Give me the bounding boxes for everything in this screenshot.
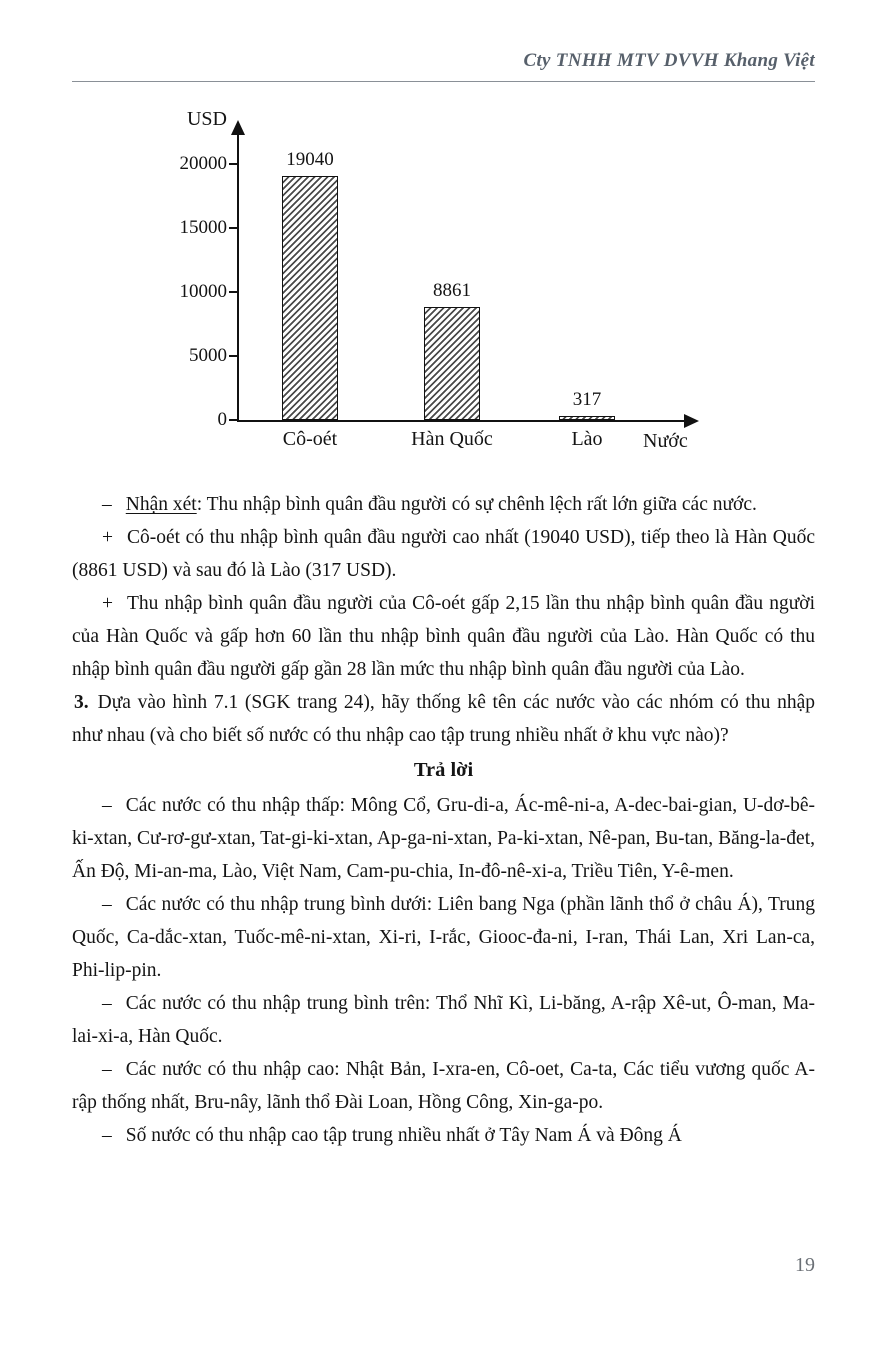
conclusion-paragraph <box>72 1119 815 1152</box>
high-income-text: Các nước có thu nhập cao: Nhật Bản, I-xra-en, Cô-oet, Ca-ta, Các tiểu vương quốc A-rập thống nhất, Bru-nây, lãnh thổ Đài Loan, Hồng Công, Xin-ga-po. <box>72 1059 815 1113</box>
y-tick-mark <box>229 419 237 421</box>
bar-3 <box>559 416 615 420</box>
x-axis-arrow-icon <box>684 414 699 428</box>
answer-heading: Trả lời <box>413 759 474 781</box>
conclusion-text: Số nước có thu nhập cao tập trung nhiều nhất ở Tây Nam Á và Đông Á <box>125 1125 682 1146</box>
question3-paragraph <box>72 686 815 752</box>
content <box>0 460 885 1152</box>
y-axis-arrow-icon <box>231 120 245 135</box>
remark-label: Nhận xét <box>125 494 197 515</box>
y-axis-line <box>237 134 239 422</box>
income-bar-chart <box>137 108 757 460</box>
remark-paragraph <box>72 488 815 521</box>
bar-2 <box>424 307 480 420</box>
y-tick-label: 15000 <box>179 217 227 238</box>
y-tick-mark <box>229 355 237 357</box>
list-marker: – <box>102 993 112 1014</box>
x-axis-line <box>237 420 689 422</box>
bar-1 <box>282 176 338 420</box>
list-marker: + <box>102 593 113 614</box>
bar-value-label: 19040 <box>286 149 334 171</box>
bar-value-label: 317 <box>572 388 602 410</box>
category-label: Lào <box>571 428 603 450</box>
question3-text: Dựa vào hình 7.1 (SGK trang 24), hãy thống kê tên các nước vào các nhóm có thu nhập như nhau (và cho biết số nước có thu nhập cao tập trung nhiều nhất ở khu vực nào)? <box>72 692 815 746</box>
category-label: Cô-oét <box>282 428 338 450</box>
point1-text: Cô-oét có thu nhập bình quân đầu người cao nhất (19040 USD), tiếp theo là Hàn Quốc (8861 USD) và sau đó là Lào (317 USD). <box>72 527 815 581</box>
upper-middle-income-text: Các nước có thu nhập trung bình trên: Thổ Nhĩ Kì, Li-băng, A-rập Xê-ut, Ô-man, Ma-lai-xi-a, Hàn Quốc. <box>72 993 815 1047</box>
y-tick-mark <box>229 227 237 229</box>
y-tick-mark <box>229 291 237 293</box>
y-tick-label: 20000 <box>179 153 227 174</box>
y-tick-label: 10000 <box>179 281 227 302</box>
list-marker: – <box>102 1059 112 1080</box>
high-income-paragraph <box>72 1053 815 1119</box>
upper-middle-income-paragraph <box>72 987 815 1053</box>
y-axis-label: USD <box>186 108 227 130</box>
y-tick-label: 0 <box>217 409 227 430</box>
list-marker: – <box>102 795 112 816</box>
publisher-title: Cty TNHH MTV DVVH Khang Việt <box>523 50 815 71</box>
point2-text: Thu nhập bình quân đầu người của Cô-oét gấp 2,15 lần thu nhập bình quân đầu người của Hàn Quốc và gấp hơn 60 lần thu nhập bình quân đầu người của Lào. Hàn Quốc có thu nhập bình quân đầu người gấp gần 28 lần mức thu nhập bình quân đầu người của Lào. <box>72 593 815 680</box>
lower-middle-income-text: Các nước có thu nhập trung bình dưới: Liên bang Nga (phần lãnh thổ ở châu Á), Trung Quốc, Ca-dắc-xtan, Tuốc-mê-ni-xtan, Xi-ri, I-rắc, Giooc-đa-ni, I-ran, Thái Lan, Xri Lan-ca, Phi-lip-pin. <box>72 894 815 981</box>
list-marker: – <box>102 894 112 915</box>
x-axis-label: Nước <box>643 430 688 452</box>
page-number: 19 <box>795 1254 815 1276</box>
lower-middle-income-paragraph <box>72 888 815 987</box>
point2-paragraph <box>72 587 815 686</box>
bar-value-label: 8861 <box>433 279 471 301</box>
list-marker: + <box>102 527 113 548</box>
category-label: Hàn Quốc <box>411 428 493 450</box>
y-tick-mark <box>229 163 237 165</box>
low-income-paragraph <box>72 789 815 888</box>
low-income-text: Các nước có thu nhập thấp: Mông Cổ, Gru-di-a, Ác-mê-ni-a, A-dec-bai-gian, U-dơ-bê-ki-xtan, Cư-rơ-gư-xtan, Tat-gi-ki-xtan, Ap-ga-ni-xtan, Pa-ki-xtan, Nê-pan, Bu-tan, Băng-la-đet, Ấn Độ, Mi-an-ma, Lào, Việt Nam, Cam-pu-chia, In-đô-nê-xi-a, Triều Tiên, Y-ê-men. <box>72 795 815 882</box>
header-rule <box>72 81 815 82</box>
remark-text: : Thu nhập bình quân đầu người có sự chênh lệch rất lớn giữa các nước. <box>196 494 757 515</box>
list-marker: – <box>102 1125 112 1146</box>
question-number: 3. <box>74 692 89 713</box>
point1-paragraph <box>72 521 815 587</box>
page-header <box>0 0 885 72</box>
y-tick-label: 5000 <box>189 345 227 366</box>
list-marker: – <box>102 494 112 515</box>
